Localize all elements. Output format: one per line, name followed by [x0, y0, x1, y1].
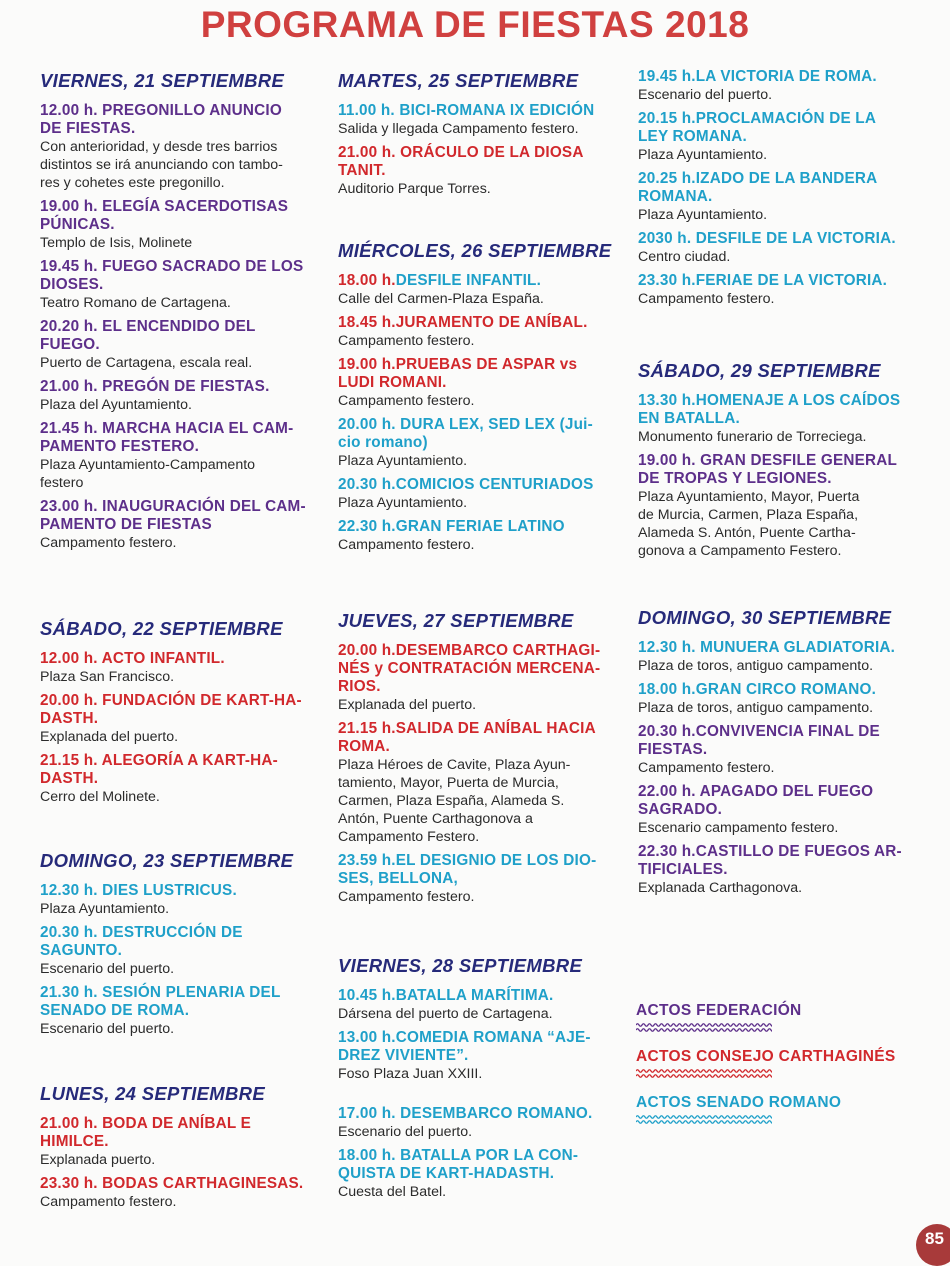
event-title: DE FIESTAS. — [40, 120, 136, 137]
event-title: TANIT. — [338, 162, 386, 179]
day-heading: LUNES, 24 SEPTIEMBRE — [40, 1083, 265, 1104]
event-location: Alameda S. Antón, Puente Cartha- — [638, 525, 856, 541]
event-item — [638, 230, 938, 266]
event-location: Campamento festero. — [40, 535, 177, 551]
event-location: Foso Plaza Juan XXIII. — [338, 1066, 483, 1082]
event-location: Plaza Ayuntamiento-Campamento — [40, 457, 256, 473]
legend-item-fed — [636, 1002, 936, 1034]
day-section — [40, 1083, 330, 1217]
event-location: Plaza San Francisco. — [40, 669, 175, 685]
event-location: Carmen, Plaza España, Alameda S. — [338, 793, 565, 809]
event-location: Explanada puerto. — [40, 1152, 156, 1168]
event-title: 20.00 h. FUNDACIÓN DE KART-HA- — [40, 692, 302, 709]
event-title: 12.30 h. MUNUERA GLADIATORIA. — [638, 639, 896, 656]
event-item — [40, 420, 330, 492]
event-title: 21.00 h. ORÁCULO DE LA DIOSA — [338, 144, 584, 161]
legend-wave-line — [636, 1068, 772, 1080]
event-item — [638, 110, 938, 164]
event-location: Plaza Ayuntamiento, Mayor, Puerta — [638, 489, 860, 505]
event-title: 21.15 h. ALEGORÍA A KART-HA- — [40, 752, 278, 769]
event-item — [338, 1029, 628, 1083]
event-location: Cerro del Molinete. — [40, 789, 160, 805]
event-location: tamiento, Mayor, Puerta de Murcia, — [338, 775, 559, 791]
legend-label: ACTOS CONSEJO CARTHAGINÉS — [636, 1048, 896, 1065]
legend-label: ACTOS FEDERACIÓN — [636, 1002, 802, 1019]
event-title: LUDI ROMANI. — [338, 374, 447, 391]
event-item — [40, 924, 330, 978]
event-item — [40, 378, 330, 414]
event-location: Campamento Festero. — [338, 829, 480, 845]
event-item — [40, 752, 330, 806]
event-title: 19.00 h. GRAN DESFILE GENERAL — [638, 452, 898, 469]
event-title: ROMA. — [338, 738, 390, 755]
event-location: Escenario del puerto. — [40, 961, 175, 977]
event-item — [338, 356, 628, 410]
event-location: Campamento festero. — [40, 1194, 177, 1210]
event-item — [638, 681, 938, 717]
event-name: DESFILE INFANTIL. — [395, 272, 542, 289]
event-title: 18.00 h.GRAN CIRCO ROMANO. — [638, 681, 877, 698]
event-location: Auditorio Parque Torres. — [338, 181, 491, 197]
event-item — [40, 318, 330, 372]
day-heading: MARTES, 25 SEPTIEMBRE — [338, 70, 579, 91]
event-location: Templo de Isis, Molinete — [40, 235, 193, 251]
event-title: 20.30 h.COMICIOS CENTURIADOS — [338, 476, 594, 493]
event-location: distintos se irá anunciando con tambo- — [40, 157, 283, 173]
event-title: PAMENTO FESTERO. — [40, 438, 200, 455]
page-number: 85 — [916, 1224, 950, 1266]
event-title: SAGRADO. — [638, 801, 723, 818]
day-section — [638, 68, 938, 314]
day-section — [338, 70, 628, 204]
event-title: 19.45 h.LA VICTORIA DE ROMA. — [638, 68, 877, 85]
day-heading: DOMINGO, 23 SEPTIEMBRE — [40, 850, 294, 871]
event-title: 20.00 h.DESEMBARCO CARTHAGI- — [338, 642, 601, 659]
event-title: 20.20 h. EL ENCENDIDO DEL — [40, 318, 256, 335]
event-item — [338, 852, 628, 906]
event-title: 23.30 h.FERIAE DE LA VICTORIA. — [638, 272, 888, 289]
event-item — [638, 843, 938, 897]
event-location: Explanada Carthagonova. — [638, 880, 803, 896]
legend-label: ACTOS SENADO ROMANO — [636, 1094, 842, 1111]
spacer — [338, 1089, 628, 1105]
event-location: Monumento funerario de Torreciega. — [638, 429, 867, 445]
event-location: Dársena del puerto de Cartagena. — [338, 1006, 553, 1022]
page-title: PROGRAMA DE FIESTAS 2018 — [200, 4, 750, 45]
event-title: 18.45 h.JURAMENTO DE ANÍBAL. — [338, 314, 588, 331]
event-title — [338, 272, 628, 290]
event-item — [338, 642, 628, 714]
event-location: Campamento festero. — [338, 393, 475, 409]
event-location: Antón, Puente Carthagonova a — [338, 811, 533, 827]
event-location: Calle del Carmen-Plaza España. — [338, 291, 544, 307]
event-title: PÚNICAS. — [40, 216, 115, 233]
event-item — [638, 392, 938, 446]
event-item — [40, 198, 330, 252]
event-title: 22.30 h.GRAN FERIAE LATINO — [338, 518, 565, 535]
event-item — [338, 518, 628, 554]
event-title: 2030 h. DESFILE DE LA VICTORIA. — [638, 230, 896, 247]
event-item — [638, 272, 938, 308]
event-location: Con anterioridad, y desde tres barrios — [40, 139, 278, 155]
event-title: SAGUNTO. — [40, 942, 123, 959]
event-item — [40, 1115, 330, 1169]
event-location: Campamento festero. — [338, 333, 475, 349]
event-title: LEY ROMANA. — [638, 128, 748, 145]
event-title: 22.00 h. APAGADO DEL FUEGO — [638, 783, 874, 800]
event-title: 21.30 h. SESIÓN PLENARIA DEL — [40, 984, 281, 1001]
event-title: 19.45 h. FUEGO SACRADO DE LOS — [40, 258, 304, 275]
event-item — [338, 144, 628, 198]
event-location: Salida y llegada Campamento festero. — [338, 121, 579, 137]
legend — [636, 1002, 936, 1140]
event-location: Plaza de toros, antiguo campamento. — [638, 700, 874, 716]
event-title: 19.00 h.PRUEBAS DE ASPAR vs — [338, 356, 578, 373]
event-title: FUEGO. — [40, 336, 100, 353]
event-title: 23.59 h.EL DESIGNIO DE LOS DIO- — [338, 852, 597, 869]
event-title: DE TROPAS Y LEGIONES. — [638, 470, 832, 487]
event-title: SES, BELLONA, — [338, 870, 458, 887]
legend-wave-line — [636, 1114, 772, 1126]
legend-wave-line — [636, 1022, 772, 1034]
event-location: de Murcia, Carmen, Plaza España, — [638, 507, 859, 523]
event-item — [338, 720, 628, 846]
event-title: 23.00 h. INAUGURACIÓN DEL CAM- — [40, 498, 306, 515]
day-section — [40, 850, 330, 1044]
day-heading: VIERNES, 28 SEPTIEMBRE — [338, 955, 583, 976]
event-item — [40, 650, 330, 686]
event-title: 13.30 h.HOMENAJE A LOS CAÍDOS — [638, 392, 901, 409]
event-location: Puerto de Cartagena, escala real. — [40, 355, 253, 371]
event-title: DASTH. — [40, 710, 99, 727]
event-location: gonova a Campamento Festero. — [638, 543, 842, 559]
event-title: 20.30 h.CONVIVENCIA FINAL DE — [638, 723, 880, 740]
event-item — [638, 783, 938, 837]
day-heading: VIERNES, 21 SEPTIEMBRE — [40, 70, 285, 91]
event-item — [338, 102, 628, 138]
event-location: Teatro Romano de Cartagena. — [40, 295, 231, 311]
event-title: RIOS. — [338, 678, 381, 695]
event-location: Plaza Héroes de Cavite, Plaza Ayun- — [338, 757, 571, 773]
event-location: Escenario campamento festero. — [638, 820, 839, 836]
event-title: PAMENTO DE FIESTAS — [40, 516, 212, 533]
event-title: DIOSES. — [40, 276, 104, 293]
event-title: TIFICIALES. — [638, 861, 728, 878]
event-title: 23.30 h. BODAS CARTHAGINESAS. — [40, 1175, 304, 1192]
event-title: 12.00 h. ACTO INFANTIL. — [40, 650, 225, 667]
event-title: ROMANA. — [638, 188, 713, 205]
event-title: 21.00 h. PREGÓN DE FIESTAS. — [40, 378, 270, 395]
event-item — [40, 882, 330, 918]
event-item — [338, 1105, 628, 1141]
event-title: 17.00 h. DESEMBARCO ROMANO. — [338, 1105, 593, 1122]
day-heading: DOMINGO, 30 SEPTIEMBRE — [638, 607, 892, 628]
event-item — [338, 1147, 628, 1201]
event-title: 12.30 h. DIES LUSTRICUS. — [40, 882, 237, 899]
legend-item-con — [636, 1048, 936, 1080]
event-location: Escenario del puerto. — [638, 87, 773, 103]
day-section — [638, 607, 938, 903]
event-title: 18.00 h. BATALLA POR LA CON- — [338, 1147, 579, 1164]
event-item — [338, 416, 628, 470]
event-item — [40, 984, 330, 1038]
event-location: Plaza Ayuntamiento. — [638, 207, 768, 223]
day-heading: MIÉRCOLES, 26 SEPTIEMBRE — [338, 240, 612, 261]
event-title: FIESTAS. — [638, 741, 708, 758]
event-title: 21.00 h. BODA DE ANÍBAL E — [40, 1115, 251, 1132]
event-location: Centro ciudad. — [638, 249, 731, 265]
event-title: DREZ VIVIENTE”. — [338, 1047, 469, 1064]
event-title: 13.00 h.COMEDIA ROMANA “AJE- — [338, 1029, 591, 1046]
event-title: 20.25 h.IZADO DE LA BANDERA — [638, 170, 878, 187]
event-item — [338, 476, 628, 512]
event-item — [338, 314, 628, 350]
event-title: DASTH. — [40, 770, 99, 787]
event-title: 21.15 h.SALIDA DE ANÍBAL HACIA — [338, 720, 596, 737]
event-title: 20.00 h. DURA LEX, SED LEX (Jui- — [338, 416, 593, 433]
day-heading: SÁBADO, 29 SEPTIEMBRE — [638, 360, 881, 381]
event-item — [40, 692, 330, 746]
event-location: festero — [40, 475, 84, 491]
event-location: Escenario del puerto. — [338, 1124, 473, 1140]
event-item — [40, 498, 330, 552]
event-title: EN BATALLA. — [638, 410, 740, 427]
legend-item-sen — [636, 1094, 936, 1126]
event-item — [40, 1175, 330, 1211]
event-location: Plaza Ayuntamiento. — [638, 147, 768, 163]
event-title: 20.15 h.PROCLAMACIÓN DE LA — [638, 110, 877, 127]
event-location: Campamento festero. — [638, 291, 775, 307]
event-location: Plaza Ayuntamiento. — [338, 495, 468, 511]
event-item — [40, 102, 330, 192]
event-title: QUISTA DE KART-HADASTH. — [338, 1165, 555, 1182]
event-item — [338, 272, 628, 308]
day-section — [40, 618, 330, 812]
event-title: cio romano) — [338, 434, 428, 451]
event-item — [638, 723, 938, 777]
event-title: 10.45 h.BATALLA MARÍTIMA. — [338, 987, 554, 1004]
day-section — [338, 610, 628, 912]
event-title: HIMILCE. — [40, 1133, 109, 1150]
day-heading: SÁBADO, 22 SEPTIEMBRE — [40, 618, 283, 639]
event-location: Cuesta del Batel. — [338, 1184, 447, 1200]
event-location: Explanada del puerto. — [40, 729, 179, 745]
event-title: NÉS y CONTRATACIÓN MERCENA- — [338, 660, 601, 677]
day-heading: JUEVES, 27 SEPTIEMBRE — [338, 610, 574, 631]
event-location: Plaza del Ayuntamiento. — [40, 397, 192, 413]
event-location: Campamento festero. — [338, 889, 475, 905]
day-section — [638, 360, 938, 566]
day-section — [40, 70, 330, 558]
event-item — [638, 639, 938, 675]
event-item — [638, 452, 938, 560]
day-section — [338, 240, 628, 560]
day-section — [338, 955, 628, 1207]
event-title: 22.30 h.CASTILLO DE FUEGOS AR- — [638, 843, 902, 860]
event-location: Explanada del puerto. — [338, 697, 477, 713]
event-item — [338, 987, 628, 1023]
event-title: 21.45 h. MARCHA HACIA EL CAM- — [40, 420, 294, 437]
event-location: Plaza de toros, antiguo campamento. — [638, 658, 874, 674]
event-title: 19.00 h. ELEGÍA SACERDOTISAS — [40, 198, 289, 215]
event-title: 11.00 h. BICI-ROMANA IX EDICIÓN — [338, 102, 595, 119]
event-item — [638, 68, 938, 104]
event-location: res y cohetes este pregonillo. — [40, 175, 225, 191]
event-title: 20.30 h. DESTRUCCIÓN DE — [40, 924, 243, 941]
event-location: Plaza Ayuntamiento. — [40, 901, 170, 917]
event-item — [638, 170, 938, 224]
event-title: SENADO DE ROMA. — [40, 1002, 190, 1019]
event-location: Plaza Ayuntamiento. — [338, 453, 468, 469]
event-time: 18.00 h. — [338, 272, 396, 289]
event-title: 12.00 h. PREGONILLO ANUNCIO — [40, 102, 282, 119]
event-item — [40, 258, 330, 312]
event-location: Campamento festero. — [638, 760, 775, 776]
event-location: Campamento festero. — [338, 537, 475, 553]
event-location: Escenario del puerto. — [40, 1021, 175, 1037]
